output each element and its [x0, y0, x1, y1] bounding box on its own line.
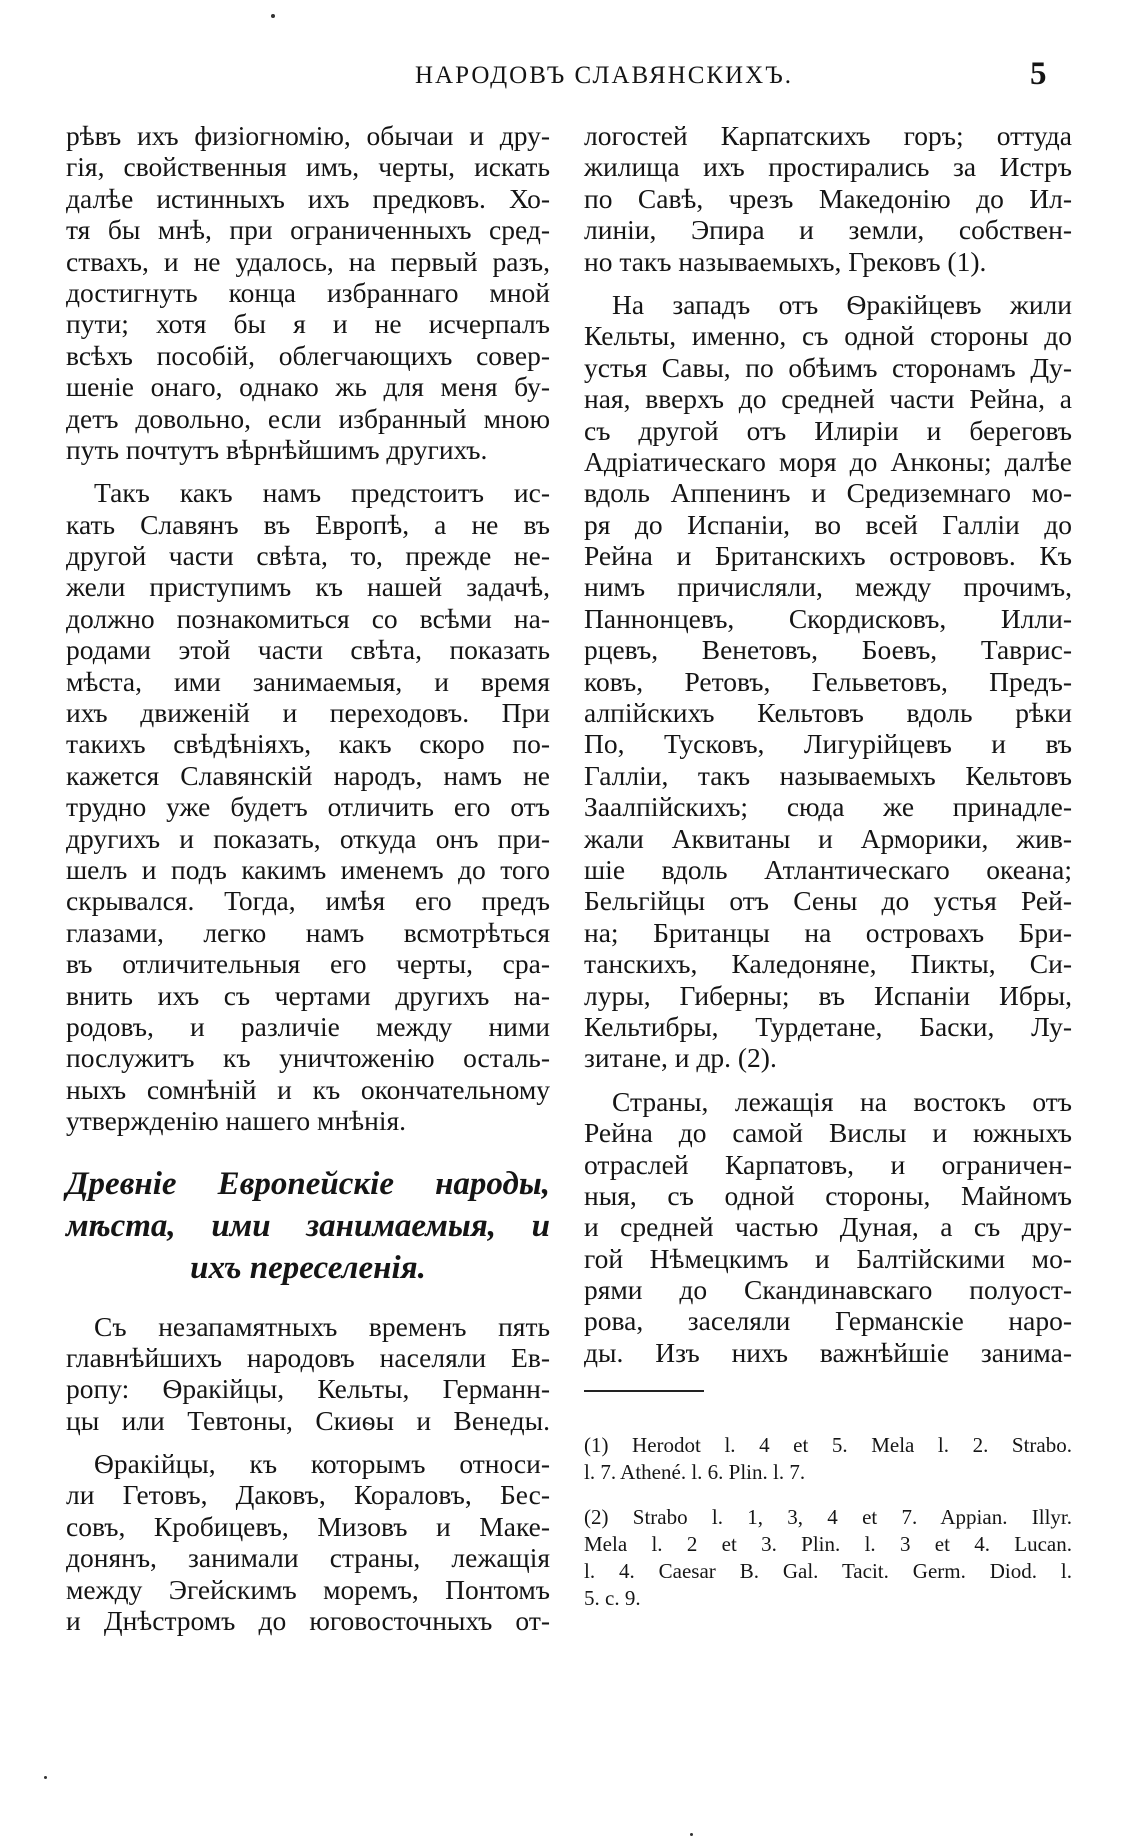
text-line: ропу: Ѳракійцы, Кельты, Германн- — [66, 1373, 550, 1405]
text-line: на; Британцы на островахъ Бри- — [584, 916, 1072, 948]
footnote-line: 5. c. 9. — [584, 1586, 641, 1611]
print-speck — [44, 1776, 47, 1779]
text-line: Рейна и Британскихъ острововъ. Къ — [584, 540, 1072, 572]
text-line: достигнуть конца избраннаго мной — [66, 276, 550, 308]
footnote-line: (1) Herodot l. 4 et 5. Mela l. 2. Strabo. — [584, 1433, 1072, 1458]
text-line: но такъ называемыхъ, Грековъ (1). — [584, 245, 987, 277]
footnote-line: Mela l. 2 et 3. Plin. l. 3 et 4. Lucan. — [584, 1532, 1072, 1557]
heading-line: Древніе Европейскіе народы, — [66, 1165, 550, 1202]
footnote-rule — [584, 1390, 704, 1392]
text-line: рцевъ, Венетовъ, Боевъ, Таврис- — [584, 634, 1072, 666]
text-line: кать Славянъ въ Европѣ, а не въ — [66, 508, 550, 540]
footnote-line: l. 4. Caesar B. Gal. Tacit. Germ. Diod. l. — [584, 1559, 1072, 1584]
text-line: съ другой отъ Илиріи и береговъ — [584, 414, 1072, 446]
text-line: тя бы мнѣ, при ограниченныхъ сред- — [66, 214, 550, 246]
text-line: Такъ какъ намъ предстоитъ ис- — [94, 477, 550, 509]
paragraph-1 — [66, 120, 550, 465]
text-line: такихъ свѣдѣніяхъ, какъ скоро по- — [66, 728, 550, 760]
right-column — [584, 120, 1072, 1630]
text-line: въ отличительныя его черты, сра- — [66, 948, 550, 980]
text-line: главнѣйшихъ народовъ населяли Ев- — [66, 1341, 550, 1373]
text-line: алпійскихъ Кельтовъ вдоль рѣки — [584, 697, 1072, 729]
text-line: рова, заселяли Германскіе наро- — [584, 1305, 1072, 1337]
text-line: ли Гетовъ, Даковъ, Кораловъ, Бес- — [66, 1479, 550, 1511]
text-line: шіе вдоль Атлантическаго океана; — [584, 853, 1072, 885]
text-line: логостей Карпатскихъ горъ; оттуда — [584, 120, 1072, 151]
text-line: скрывался. Тогда, имѣя его предъ — [66, 885, 550, 917]
text-line: ныхъ сомнѣній и къ окончательному — [66, 1073, 550, 1105]
text-line: путь почтутъ вѣрнѣйшимъ другихъ. — [66, 433, 488, 465]
section-heading — [66, 1163, 550, 1289]
text-line: цы или Тевтоны, Скиѳы и Венеды. — [66, 1404, 550, 1436]
text-line: должно познакомиться со всѣми на- — [66, 602, 550, 634]
text-line: ихъ движеній и переходовъ. При — [66, 697, 550, 729]
print-speck — [271, 14, 275, 18]
text-line: луры, Гиберны; въ Испаніи Ибры, — [584, 979, 1072, 1011]
footnote-line: (2) Strabo l. 1, 3, 4 et 7. Appian. Illyr. — [584, 1505, 1072, 1530]
text-line: рями до Скандинавскаго полуост- — [584, 1274, 1072, 1306]
paragraph-3 — [66, 1311, 550, 1437]
text-line: Адріатическаго моря до Анконы; далѣе — [584, 445, 1072, 477]
text-line: и средней частью Дуная, а съ дру- — [584, 1211, 1072, 1243]
text-line: по Савѣ, чрезъ Македонію до Ил- — [584, 182, 1072, 214]
text-line: ря до Испаніи, во всей Галліи до — [584, 508, 1072, 540]
text-line: между Эгейскимъ моремъ, Понтомъ — [66, 1573, 550, 1605]
text-line: Кельтибры, Турдетане, Баски, Лу- — [584, 1010, 1072, 1042]
page-number: 5 — [1030, 56, 1047, 92]
text-line: ковъ, Ретовъ, Гельветовъ, Предъ- — [584, 665, 1072, 697]
text-line: утвержденію нашего мнѣнія. — [66, 1105, 406, 1137]
text-line: Паннонцевъ, Скордисковъ, Илли- — [584, 602, 1072, 634]
text-line: послужитъ къ уничтоженію осталь- — [66, 1042, 550, 1074]
text-line: далѣе истинныхъ ихъ предковъ. Хо- — [66, 182, 550, 214]
heading-line: мѣста, ими занимаемыя, и — [66, 1207, 550, 1244]
footnote-1 — [584, 1432, 1072, 1486]
text-line: гія, свойственныя имъ, черты, искать — [66, 151, 550, 183]
text-line: родовъ, и различіе между ними — [66, 1010, 550, 1042]
text-line: ныя, съ одной стороны, Майномъ — [584, 1179, 1072, 1211]
text-line: линіи, Эпира и земли, собствен- — [584, 214, 1072, 246]
text-line: Кельты, именно, съ одной стороны до — [584, 320, 1072, 352]
text-line: устья Савы, по обѣимъ сторонамъ Ду- — [584, 351, 1072, 383]
paragraph-2 — [66, 477, 550, 1136]
text-line: внить ихъ съ чертами другихъ на- — [66, 979, 550, 1011]
text-line: родами этой части свѣта, показать — [66, 634, 550, 666]
text-line: ды. Изъ нихъ важнѣйшіе занима- — [584, 1336, 1072, 1368]
text-line: Галліи, такъ называемыхъ Кельтовъ — [584, 759, 1072, 791]
text-line: рѣвъ ихъ физіогномію, обычаи и дру- — [66, 120, 550, 151]
text-line: шелъ и подъ какимъ именемъ до того — [66, 853, 550, 885]
text-line: ствахъ, и не удалось, на первый разъ, — [66, 245, 550, 277]
text-line: Съ незапамятныхъ временъ пять — [94, 1310, 550, 1342]
text-line: Заалпійскихъ; сюда же принадле- — [584, 791, 1072, 823]
text-line: Рейна до самой Вислы и южныхъ — [584, 1117, 1072, 1149]
paragraph-4 — [66, 1448, 550, 1636]
text-line: отраслей Карпатовъ, и ограничен- — [584, 1148, 1072, 1180]
text-line: жели приступимъ къ нашей задачѣ, — [66, 571, 550, 603]
text-line: другой части свѣта, то, прежде не- — [66, 540, 550, 572]
running-head — [0, 56, 1140, 96]
text-line: Ѳракійцы, къ которымъ относи- — [94, 1448, 550, 1480]
text-line: мѣста, ими занимаемыя, и время — [66, 665, 550, 697]
text-line: На западъ отъ Ѳракійцевъ жили — [612, 288, 1072, 320]
print-speck — [690, 1833, 693, 1836]
text-line: По, Тусковъ, Лигурійцевъ и въ — [584, 728, 1072, 760]
text-line: трудно уже будетъ отличить его отъ — [66, 791, 550, 823]
text-line: ная, вверхъ до средней части Рейна, а — [584, 383, 1072, 415]
text-line: всѣхъ пособій, облегчающихъ совер- — [66, 339, 550, 371]
text-line: шеніе онаго, однако жь для меня бу- — [66, 371, 550, 403]
text-line: Бельгійцы отъ Сены до устья Рей- — [584, 885, 1072, 917]
text-line: пути; хотя бы я и не исчерпалъ — [66, 308, 550, 340]
text-line: зитане, и др. (2). — [584, 1042, 777, 1074]
footnote-2 — [584, 1504, 1072, 1612]
text-line: Страны, лежащія на востокъ отъ — [612, 1085, 1072, 1117]
left-column — [66, 120, 550, 1648]
text-line: совъ, Кробицевъ, Мизовъ и Маке- — [66, 1510, 550, 1542]
footnote-line: l. 7. Athené. l. 6. Plin. l. 7. — [584, 1460, 806, 1485]
heading-line: ихъ переселенія. — [190, 1249, 426, 1286]
text-line: жилища ихъ простирались за Истръ — [584, 151, 1072, 183]
text-line: танскихъ, Каледоняне, Пикты, Си- — [584, 948, 1072, 980]
paragraph-6 — [584, 289, 1072, 1074]
running-title: НАРОДОВЪ СЛАВЯНСКИХЪ. — [415, 62, 794, 89]
paragraph-5 — [584, 120, 1072, 277]
text-line: и Днѣстромъ до юговосточныхъ от- — [66, 1605, 550, 1637]
text-line: вдоль Аппенинъ и Средиземнаго мо- — [584, 477, 1072, 509]
text-line: глазами, легко намъ всмотрѣться — [66, 916, 550, 948]
text-line: жали Аквитаны и Арморики, жив- — [584, 822, 1072, 854]
text-line: нимъ причисляли, между прочимъ, — [584, 571, 1072, 603]
text-line: детъ довольно, если избранный мною — [66, 402, 550, 434]
text-line: кажется Славянскій народъ, намъ не — [66, 759, 550, 791]
text-line: донянъ, занимали страны, лежащія — [66, 1542, 550, 1574]
text-line: гой Нѣмецкимъ и Балтійскими мо- — [584, 1242, 1072, 1274]
text-line: другихъ и показать, откуда онъ при- — [66, 822, 550, 854]
paragraph-7 — [584, 1086, 1072, 1369]
